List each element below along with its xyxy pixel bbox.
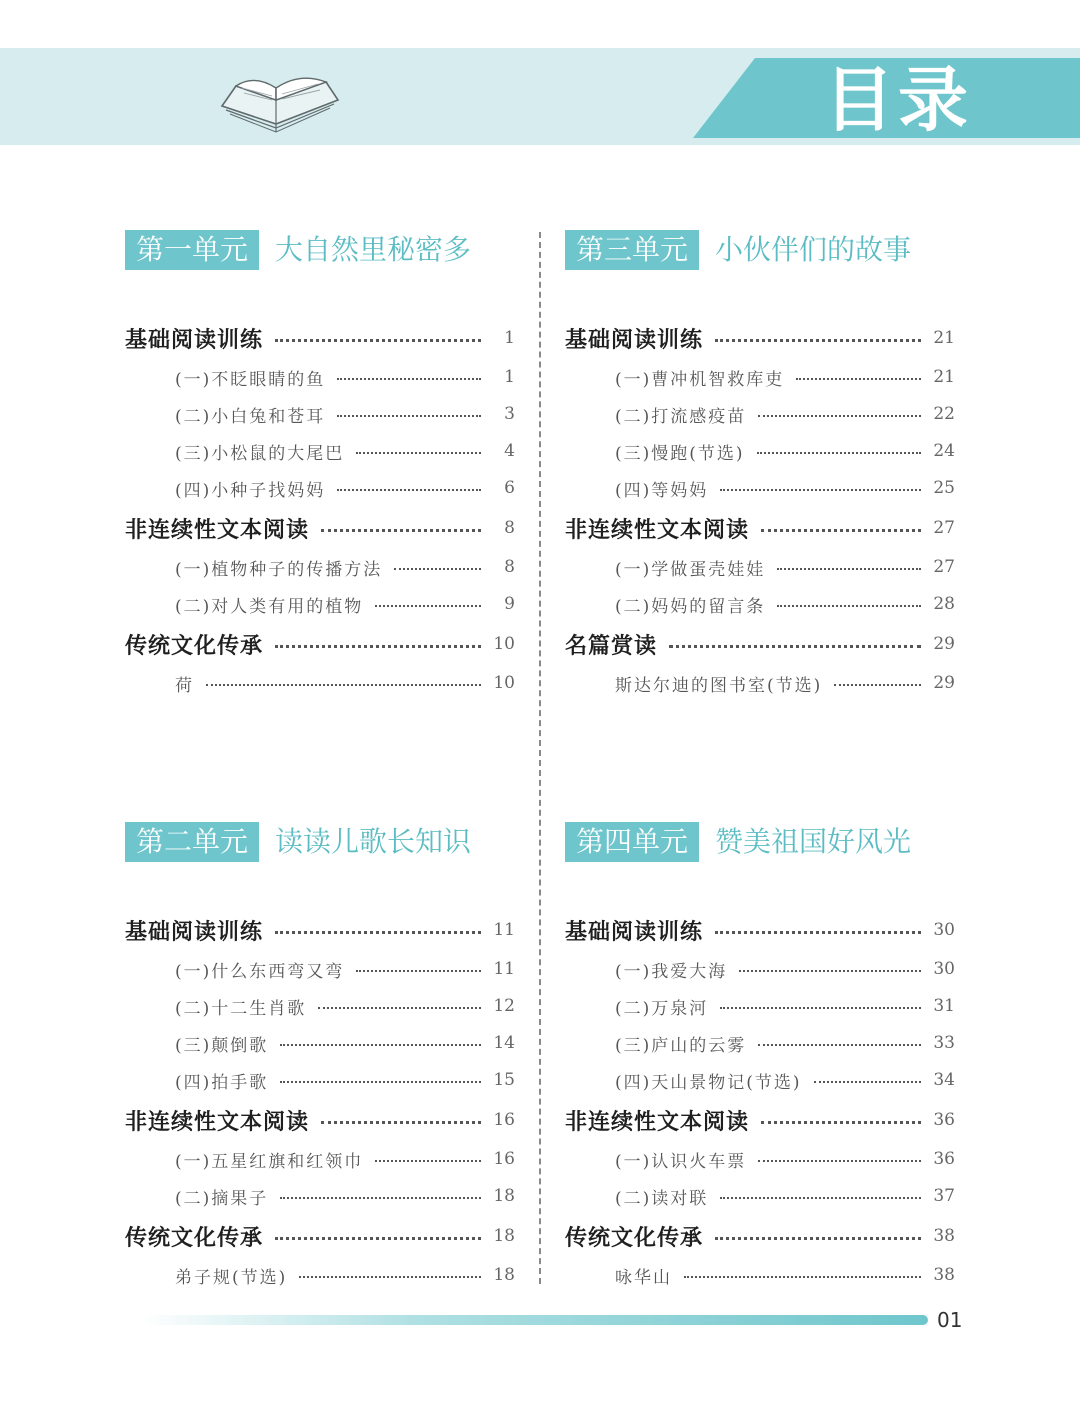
page-number: 01 xyxy=(937,1308,963,1332)
toc-item-entry[interactable] xyxy=(125,399,515,429)
toc-page-number: 11 xyxy=(493,920,515,940)
toc-entry-title: (一)五星红旗和红领巾 xyxy=(175,1151,364,1172)
dot-leader xyxy=(669,645,921,648)
toc-item-entry[interactable] xyxy=(565,399,955,429)
dot-leader xyxy=(321,1121,481,1124)
toc-section-entry[interactable] xyxy=(125,629,515,659)
toc-entry-title: 咏华山 xyxy=(615,1267,672,1288)
toc-section-entry[interactable] xyxy=(125,915,515,945)
dot-leader xyxy=(758,1044,921,1046)
toc-item-entry[interactable] xyxy=(125,668,515,698)
unit-title: 读读儿歌长知识 xyxy=(275,825,472,858)
dot-leader xyxy=(275,339,481,342)
toc-page-number: 8 xyxy=(504,557,515,577)
toc-item-entry[interactable] xyxy=(565,436,955,466)
dot-leader xyxy=(394,568,481,570)
dot-leader xyxy=(834,684,921,686)
toc-entry-title: 弟子规(节选) xyxy=(175,1267,288,1288)
toc-entry-title: (二)打流感疫苗 xyxy=(615,406,747,427)
toc-entry-title: 传统文化传承 xyxy=(565,1224,704,1251)
toc-entry-title: (一)学做蛋壳娃娃 xyxy=(615,559,766,580)
toc-section-entry[interactable] xyxy=(565,513,955,543)
toc-entry-title: (一)我爱大海 xyxy=(615,961,728,982)
toc-entry-title: 非连续性文本阅读 xyxy=(565,516,750,543)
toc-page-number: 21 xyxy=(933,367,955,387)
toc-page-number: 12 xyxy=(493,996,515,1016)
toc-entry-title: (二)十二生肖歌 xyxy=(175,998,307,1019)
unit-header xyxy=(125,822,525,862)
toc-item-entry[interactable] xyxy=(565,362,955,392)
toc-entry-title: (四)等妈妈 xyxy=(615,480,709,501)
toc-item-entry[interactable] xyxy=(125,1181,515,1211)
toc-item-entry[interactable] xyxy=(565,668,955,698)
toc-page-number: 37 xyxy=(933,1186,955,1206)
toc-section-entry[interactable] xyxy=(125,513,515,543)
dot-leader xyxy=(761,1121,921,1124)
toc-page-number: 4 xyxy=(504,441,515,461)
toc-item-entry[interactable] xyxy=(565,552,955,582)
toc-entry-title: (一)曹冲机智救库吏 xyxy=(615,369,785,390)
toc-entry-title: (二)读对联 xyxy=(615,1188,709,1209)
toc-page-number: 15 xyxy=(493,1070,515,1090)
toc-item-entry[interactable] xyxy=(565,1144,955,1174)
toc-item-entry[interactable] xyxy=(125,1260,515,1290)
toc-page-number: 21 xyxy=(933,328,955,348)
toc-entry-title: (三)颠倒歌 xyxy=(175,1035,269,1056)
toc-page-number: 27 xyxy=(933,518,955,538)
toc-page-number: 29 xyxy=(933,634,955,654)
toc-entry-title: 基础阅读训练 xyxy=(125,326,264,353)
toc-page-number: 18 xyxy=(493,1186,515,1206)
toc-entry-title: 非连续性文本阅读 xyxy=(125,1108,310,1135)
toc-page-number: 8 xyxy=(504,518,515,538)
toc-page-number: 36 xyxy=(933,1110,955,1130)
toc-entry-title: (二)对人类有用的植物 xyxy=(175,596,364,617)
toc-page-number: 38 xyxy=(933,1226,955,1246)
toc-entry-title: (一)什么东西弯又弯 xyxy=(175,961,345,982)
toc-item-entry[interactable] xyxy=(565,1260,955,1290)
dot-leader xyxy=(299,1276,481,1278)
toc-page-number: 14 xyxy=(493,1033,515,1053)
toc-entry-title: 基础阅读训练 xyxy=(565,326,704,353)
toc-entry-title: (四)天山景物记(节选) xyxy=(615,1072,802,1093)
toc-item-entry[interactable] xyxy=(565,1181,955,1211)
toc-page-number: 6 xyxy=(504,478,515,498)
unit-title: 小伙伴们的故事 xyxy=(715,233,912,266)
toc-page-number: 31 xyxy=(933,996,955,1016)
toc-entry-title: (四)小种子找妈妈 xyxy=(175,480,326,501)
toc-entry-title: (一)植物种子的传播方法 xyxy=(175,559,383,580)
dot-leader xyxy=(777,605,921,607)
toc-entry-title: (一)不眨眼睛的鱼 xyxy=(175,369,326,390)
toc-page-number: 10 xyxy=(493,634,515,654)
dot-leader xyxy=(337,415,481,417)
unit-header xyxy=(565,230,965,270)
toc-item-entry[interactable] xyxy=(125,991,515,1021)
dot-leader xyxy=(796,378,921,380)
dot-leader xyxy=(715,1237,921,1240)
toc-entry-title: 基础阅读训练 xyxy=(125,918,264,945)
dot-leader xyxy=(356,970,481,972)
toc-section-entry[interactable] xyxy=(125,1105,515,1135)
toc-page-number: 29 xyxy=(933,673,955,693)
dot-leader xyxy=(356,452,481,454)
toc-page-number: 10 xyxy=(493,673,515,693)
dot-leader xyxy=(206,684,481,686)
dot-leader xyxy=(715,931,921,934)
toc-page-number: 18 xyxy=(493,1265,515,1285)
dot-leader xyxy=(715,339,921,342)
unit-badge: 第二单元 xyxy=(125,822,259,862)
toc-item-entry[interactable] xyxy=(125,954,515,984)
toc-entry-title: (四)拍手歌 xyxy=(175,1072,269,1093)
toc-item-entry[interactable] xyxy=(565,589,955,619)
toc-page-number: 22 xyxy=(933,404,955,424)
dot-leader xyxy=(375,1160,481,1162)
dot-leader xyxy=(337,489,481,491)
toc-page-number: 11 xyxy=(493,959,515,979)
toc-page-number: 36 xyxy=(933,1149,955,1169)
toc-item-entry[interactable] xyxy=(125,1028,515,1058)
dot-leader xyxy=(720,1197,921,1199)
toc-page-number: 3 xyxy=(504,404,515,424)
dot-leader xyxy=(758,1160,921,1162)
toc-entry-title: 荷 xyxy=(175,675,194,696)
unit-header xyxy=(125,230,525,270)
toc-entry-title: 非连续性文本阅读 xyxy=(125,516,310,543)
toc-section-entry[interactable] xyxy=(565,1105,955,1135)
toc-item-entry[interactable] xyxy=(125,589,515,619)
column-divider xyxy=(539,232,541,1284)
toc-page-number: 9 xyxy=(504,594,515,614)
toc-entry-title: 斯达尔迪的图书室(节选) xyxy=(615,675,823,696)
toc-entry-title: 传统文化传承 xyxy=(125,1224,264,1251)
dot-leader xyxy=(275,645,481,648)
page-title: 目录 xyxy=(824,59,972,141)
dot-leader xyxy=(758,415,921,417)
toc-entry-title: (二)万泉河 xyxy=(615,998,709,1019)
toc-item-entry[interactable] xyxy=(125,473,515,503)
toc-section-entry[interactable] xyxy=(565,323,955,353)
dot-leader xyxy=(280,1081,481,1083)
dot-leader xyxy=(777,568,921,570)
toc-entry-title: 非连续性文本阅读 xyxy=(565,1108,750,1135)
toc-item-entry[interactable] xyxy=(125,1065,515,1095)
dot-leader xyxy=(757,452,921,454)
toc-page-number: 30 xyxy=(933,959,955,979)
dot-leader xyxy=(720,1007,921,1009)
unit-badge: 第四单元 xyxy=(565,822,699,862)
unit-header xyxy=(565,822,965,862)
unit-badge: 第三单元 xyxy=(565,230,699,270)
toc-entry-title: 基础阅读训练 xyxy=(565,918,704,945)
toc-entry-title: (三)慢跑(节选) xyxy=(615,443,745,464)
toc-item-entry[interactable] xyxy=(125,552,515,582)
toc-item-entry[interactable] xyxy=(565,954,955,984)
dot-leader xyxy=(684,1276,921,1278)
toc-entry-title: 传统文化传承 xyxy=(125,632,264,659)
dot-leader xyxy=(280,1044,481,1046)
toc-entry-title: (三)庐山的云雾 xyxy=(615,1035,747,1056)
toc-section-entry[interactable] xyxy=(565,629,955,659)
toc-section-entry[interactable] xyxy=(125,1221,515,1251)
toc-page-number: 25 xyxy=(933,478,955,498)
dot-leader xyxy=(337,378,481,380)
dot-leader xyxy=(814,1081,921,1083)
dot-leader xyxy=(375,605,481,607)
toc-item-entry[interactable] xyxy=(565,1028,955,1058)
toc-entry-title: (三)小松鼠的大尾巴 xyxy=(175,443,345,464)
dot-leader xyxy=(739,970,921,972)
toc-item-entry[interactable] xyxy=(125,362,515,392)
unit-title: 大自然里秘密多 xyxy=(275,233,472,266)
unit-badge: 第一单元 xyxy=(125,230,259,270)
toc-page-number: 34 xyxy=(933,1070,955,1090)
toc-page-number: 24 xyxy=(933,441,955,461)
dot-leader xyxy=(275,931,481,934)
toc-section-entry[interactable] xyxy=(565,915,955,945)
toc-page-number: 18 xyxy=(493,1226,515,1246)
toc-item-entry[interactable] xyxy=(125,436,515,466)
toc-entry-title: (一)认识火车票 xyxy=(615,1151,747,1172)
toc-entry-title: (二)妈妈的留言条 xyxy=(615,596,766,617)
toc-page-number: 27 xyxy=(933,557,955,577)
toc-page-number: 38 xyxy=(933,1265,955,1285)
dot-leader xyxy=(720,489,921,491)
toc-item-entry[interactable] xyxy=(565,1065,955,1095)
dot-leader xyxy=(275,1237,481,1240)
toc-page-number: 16 xyxy=(493,1149,515,1169)
toc-page-number: 16 xyxy=(493,1110,515,1130)
toc-page-number: 30 xyxy=(933,920,955,940)
toc-item-entry[interactable] xyxy=(565,473,955,503)
toc-page-number: 1 xyxy=(504,328,515,348)
toc-section-entry[interactable] xyxy=(565,1221,955,1251)
toc-page-number: 1 xyxy=(504,367,515,387)
toc-page-number: 28 xyxy=(933,594,955,614)
dot-leader xyxy=(318,1007,481,1009)
toc-page-number: 33 xyxy=(933,1033,955,1053)
dot-leader xyxy=(321,529,481,532)
unit-title: 赞美祖国好风光 xyxy=(715,825,912,858)
dot-leader xyxy=(761,529,921,532)
dot-leader xyxy=(280,1197,481,1199)
open-book-icon xyxy=(214,66,344,134)
toc-item-entry[interactable] xyxy=(565,991,955,1021)
toc-entry-title: (二)小白兔和苍耳 xyxy=(175,406,326,427)
toc-section-entry[interactable] xyxy=(125,323,515,353)
footer-bar xyxy=(140,1315,928,1325)
toc-entry-title: (二)摘果子 xyxy=(175,1188,269,1209)
toc-item-entry[interactable] xyxy=(125,1144,515,1174)
toc-entry-title: 名篇赏读 xyxy=(565,632,658,659)
